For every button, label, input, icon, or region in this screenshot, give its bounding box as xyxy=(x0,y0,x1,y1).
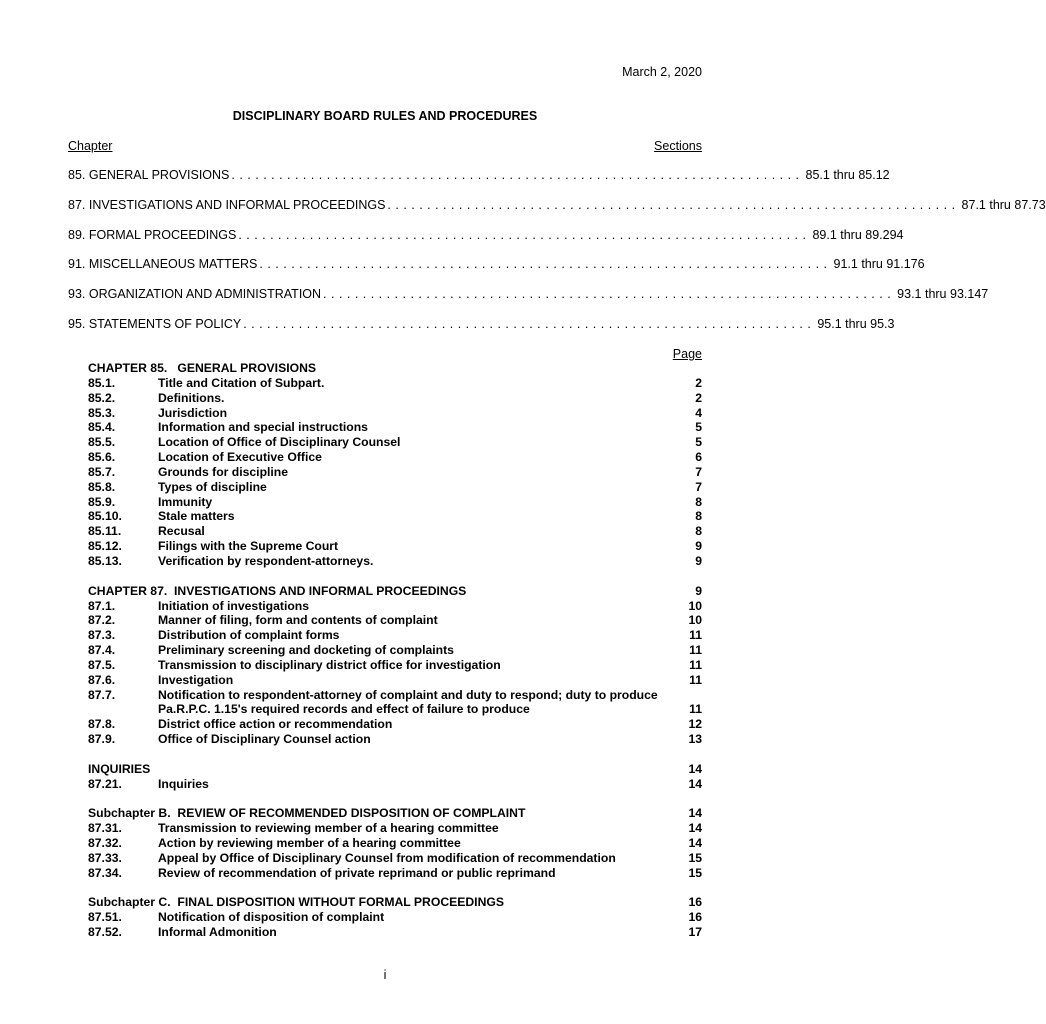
page-number-ref: 12 xyxy=(688,717,702,732)
section-title: Pa.R.P.C. 1.15's required records and effect of failure to produce xyxy=(158,702,530,717)
page-number: i xyxy=(383,968,387,982)
page-number-ref: 11 xyxy=(689,628,702,643)
toc-dot-leader: . . . . . . . . . . . . . . . . . . . . . . . . . . . . . . . . . . . . . . . . . . . . . . . . . . . . . . . . . . . . . . . . . . . . . . . . xyxy=(243,316,812,331)
section-number: 87.8. xyxy=(88,717,116,732)
section-title: Investigation xyxy=(158,672,234,687)
contents-row xyxy=(88,450,702,465)
section-number: 85.13. xyxy=(88,553,122,568)
page-number-ref: 14 xyxy=(688,776,702,791)
section-title: Definitions. xyxy=(158,390,225,405)
contents-row xyxy=(88,539,702,554)
section-number: 85.1. xyxy=(88,375,116,390)
section-number: 85.10. xyxy=(88,509,122,524)
toc-section-range: 93.1 thru 93.147 xyxy=(897,287,989,302)
section-title: Distribution of complaint forms xyxy=(158,628,340,643)
toc-section-range: 91.1 thru 91.176 xyxy=(833,257,925,272)
contents-row xyxy=(88,613,702,628)
toc-section-range: 85.1 thru 85.12 xyxy=(805,168,890,182)
contents-row xyxy=(88,688,702,703)
contents-row xyxy=(88,717,702,732)
section-title: Immunity xyxy=(158,494,213,509)
toc-row xyxy=(68,316,895,347)
section-number: 87.51. xyxy=(88,910,122,925)
toc-chapter-title: 85. GENERAL PROVISIONS xyxy=(68,168,230,182)
contents-row xyxy=(88,866,702,881)
section-title: Transmission to reviewing member of a hearing committee xyxy=(158,821,499,836)
section-title: Types of discipline xyxy=(158,479,267,494)
section-title: Stale matters xyxy=(158,509,235,524)
contents-heading: CHAPTER 87. INVESTIGATIONS AND INFORMAL PROCEEDINGS xyxy=(88,583,467,598)
section-number: 87.5. xyxy=(88,657,116,672)
section-title: Information and special instructions xyxy=(158,420,368,435)
contents-row xyxy=(88,480,702,495)
section-number: 85.9. xyxy=(88,494,116,509)
chapter-table-of-contents xyxy=(68,168,1046,347)
page-number-ref: 14 xyxy=(688,821,702,836)
section-number: 85.2. xyxy=(88,390,116,405)
contents-heading: Subchapter C. FINAL DISPOSITION WITHOUT FORMAL PROCEEDINGS xyxy=(88,895,504,910)
page-number-ref: 5 xyxy=(695,420,702,435)
page-number-ref: 16 xyxy=(688,910,702,925)
section-number: 87.21. xyxy=(88,776,122,791)
section-title: Jurisdiction xyxy=(158,405,228,420)
contents-row xyxy=(88,836,702,851)
contents-row xyxy=(88,376,702,391)
section-title: Notification to respondent-attorney of complaint and duty to respond; duty to produce xyxy=(158,687,658,702)
section-number: 85.8. xyxy=(88,479,116,494)
page-number-ref: 16 xyxy=(688,895,702,910)
section-title: Transmission to disciplinary district office for investigation xyxy=(158,657,501,672)
contents-row xyxy=(88,777,702,792)
toc-chapter-title: 91. MISCELLANEOUS MATTERS xyxy=(68,257,258,272)
contents-heading: Subchapter B. REVIEW OF RECOMMENDED DISPOSITION OF COMPLAINT xyxy=(88,806,526,821)
page-number-ref xyxy=(672,361,702,376)
contents-heading-row xyxy=(88,806,702,821)
contents-heading-row xyxy=(88,584,702,599)
toc-dot-leader: . . . . . . . . . . . . . . . . . . . . . . . . . . . . . . . . . . . . . . . . . . . . . . . . . . . . . . . . . . . . . . . . . . . . . . . . xyxy=(259,257,828,272)
section-number: 85.5. xyxy=(88,435,116,450)
section-number: 87.33. xyxy=(88,850,122,865)
toc-row xyxy=(68,227,904,258)
section-number: 87.31. xyxy=(88,821,122,836)
section-title: Appeal by Office of Disciplinary Counsel from modification of recommendation xyxy=(158,850,616,865)
page-number-ref: 8 xyxy=(695,509,702,524)
page-number-ref: 11 xyxy=(689,643,702,658)
sections-column-header: Sections xyxy=(654,139,702,153)
section-number: 87.34. xyxy=(88,865,122,880)
page-number-ref: 15 xyxy=(688,865,702,880)
toc-chapter-title: 87. INVESTIGATIONS AND INFORMAL PROCEEDINGS xyxy=(68,197,386,212)
page-number-ref: 11 xyxy=(689,657,702,672)
contents-heading-row xyxy=(88,361,702,376)
section-title: Office of Disciplinary Counsel action xyxy=(158,732,371,747)
section-number: 85.11. xyxy=(88,524,122,539)
section-number: 85.6. xyxy=(88,450,116,465)
contents-row xyxy=(88,391,702,406)
section-number: 87.7. xyxy=(88,687,116,702)
contents-row xyxy=(88,732,702,747)
section-title: Title and Citation of Subpart. xyxy=(158,375,325,390)
contents-row xyxy=(88,910,702,925)
page-number-ref xyxy=(672,688,702,703)
toc-dot-leader: . . . . . . . . . . . . . . . . . . . . . . . . . . . . . . . . . . . . . . . . . . . . . . . . . . . . . . . . . . . . . . . . . . . . . . . . xyxy=(387,197,956,212)
section-title: Grounds for discipline xyxy=(158,464,289,479)
toc-dot-leader: . . . . . . . . . . . . . . . . . . . . . . . . . . . . . . . . . . . . . . . . . . . . . . . . . . . . . . . . . . . . . . . . . . . . . . . . xyxy=(323,287,892,302)
section-number: 87.1. xyxy=(88,598,116,613)
page-number-ref: 8 xyxy=(695,524,702,539)
page-number-ref: 9 xyxy=(695,583,702,598)
contents-heading: CHAPTER 85. GENERAL PROVISIONS xyxy=(88,361,316,375)
section-number: 87.4. xyxy=(88,643,116,658)
page-number-ref: 17 xyxy=(688,925,702,940)
contents-row xyxy=(88,821,702,836)
page-number-ref: 7 xyxy=(695,464,702,479)
contents-row xyxy=(88,465,702,480)
toc-row xyxy=(68,168,890,198)
section-title: Verification by respondent-attorneys. xyxy=(158,553,374,568)
section-number: 87.9. xyxy=(88,732,116,747)
section-number: 85.3. xyxy=(88,405,116,420)
document-title: DISCIPLINARY BOARD RULES AND PROCEDURES xyxy=(232,109,538,123)
section-title: Initiation of investigations xyxy=(158,598,309,613)
toc-chapter-title: 93. ORGANIZATION AND ADMINISTRATION xyxy=(68,287,322,302)
toc-row xyxy=(68,257,925,287)
page-number-ref: 11 xyxy=(689,672,702,687)
contents-row xyxy=(88,495,702,510)
page-number-ref: 10 xyxy=(688,613,702,628)
contents-row xyxy=(88,658,702,673)
toc-chapter-title: 95. STATEMENTS OF POLICY xyxy=(68,316,242,331)
page-number-ref: 14 xyxy=(688,806,702,821)
page-number-ref: 10 xyxy=(688,598,702,613)
contents-row xyxy=(88,702,702,717)
contents-row xyxy=(88,851,702,866)
section-title: District office action or recommendation xyxy=(158,717,393,732)
toc-row xyxy=(68,197,1046,228)
page-number-ref: 2 xyxy=(695,375,702,390)
section-number: 87.2. xyxy=(88,613,116,628)
section-number: 87.32. xyxy=(88,836,122,850)
contents-heading-row xyxy=(88,762,702,777)
section-title: Notification of disposition of complaint xyxy=(158,910,385,925)
section-title: Action by reviewing member of a hearing committee xyxy=(158,836,461,850)
spacer xyxy=(88,881,702,896)
contents-row xyxy=(88,420,702,435)
contents-row xyxy=(88,524,702,539)
toc-dot-leader: . . . . . . . . . . . . . . . . . . . . . . . . . . . . . . . . . . . . . . . . . . . . . . . . . . . . . . . . . . . . . . . . . . . . . . . . xyxy=(238,227,807,242)
section-title: Location of Office of Disciplinary Counsel xyxy=(158,435,401,450)
document-date: March 2, 2020 xyxy=(622,65,702,79)
contents-row xyxy=(88,599,702,614)
spacer xyxy=(88,791,702,806)
chapter-column-header: Chapter xyxy=(68,139,113,153)
page-number-ref: 13 xyxy=(688,732,702,747)
page-number-ref: 6 xyxy=(695,450,702,465)
toc-section-range: 89.1 thru 89.294 xyxy=(812,227,904,242)
page-number-ref: 14 xyxy=(688,761,702,776)
section-contents-list xyxy=(88,361,702,940)
section-title: Inquiries xyxy=(158,776,209,791)
page-number-ref: 9 xyxy=(695,539,702,554)
section-title: Informal Admonition xyxy=(158,925,277,940)
contents-row xyxy=(88,406,702,421)
toc-section-range: 87.1 thru 87.73 xyxy=(961,197,1046,212)
toc-dot-leader: . . . . . . . . . . . . . . . . . . . . . . . . . . . . . . . . . . . . . . . . . . . . . . . . . . . . . . . . . . . . . . . . . . . . . . . . xyxy=(231,168,800,182)
section-title: Review of recommendation of private reprimand or public reprimand xyxy=(158,865,556,880)
toc-row xyxy=(68,287,989,317)
contents-row xyxy=(88,509,702,524)
section-title: Location of Executive Office xyxy=(158,450,322,465)
page-column-header: Page xyxy=(672,347,702,361)
section-number xyxy=(88,702,158,717)
contents-row xyxy=(88,435,702,450)
section-number: 85.4. xyxy=(88,420,116,435)
toc-section-range: 95.1 thru 95.3 xyxy=(817,316,895,331)
page-number-ref: 14 xyxy=(688,836,702,850)
contents-row xyxy=(88,925,702,940)
contents-row xyxy=(88,643,702,658)
page-number-ref: 11 xyxy=(689,702,702,717)
section-number: 87.3. xyxy=(88,628,116,643)
section-number: 85.7. xyxy=(88,464,116,479)
page-number-ref: 2 xyxy=(695,390,702,405)
page-number-ref: 15 xyxy=(688,850,702,865)
spacer xyxy=(88,747,702,762)
section-number: 87.52. xyxy=(88,925,122,940)
contents-heading: INQUIRIES xyxy=(88,761,151,776)
section-title: Filings with the Supreme Court xyxy=(158,539,339,554)
section-number: 85.12. xyxy=(88,539,122,554)
contents-heading-row xyxy=(88,895,702,910)
contents-row xyxy=(88,673,702,688)
section-number: 87.6. xyxy=(88,672,116,687)
contents-row xyxy=(88,628,702,643)
spacer xyxy=(88,569,702,584)
page-number-ref: 4 xyxy=(695,405,702,420)
page-number-ref: 8 xyxy=(695,494,702,509)
section-title: Recusal xyxy=(158,524,205,539)
section-title: Manner of filing, form and contents of complaint xyxy=(158,613,438,628)
contents-row xyxy=(88,554,702,569)
section-title: Preliminary screening and docketing of complaints xyxy=(158,643,454,658)
page-number-ref: 5 xyxy=(695,435,702,450)
page-number-ref: 7 xyxy=(695,479,702,494)
toc-chapter-title: 89. FORMAL PROCEEDINGS xyxy=(68,227,237,242)
page-number-ref: 9 xyxy=(695,553,702,568)
